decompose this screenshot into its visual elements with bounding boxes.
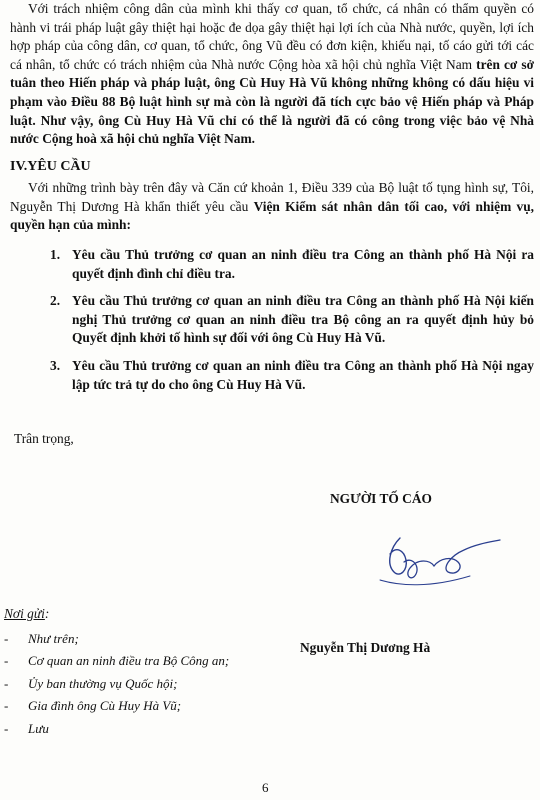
intro-paragraph-bold: Viện Kiểm sát nhân dân tối cao, với nhiệm vụ, quyền hạn của mình: [10, 198, 534, 233]
request-item [50, 357, 534, 394]
recipient-item [4, 695, 229, 717]
request-number: 2. [50, 293, 61, 309]
signer-name: Nguyễn Thị Dương Hà [300, 640, 431, 655]
request-text: Yêu cầu Thủ trưởng cơ quan an ninh điều tra Công an thành phố Hà Nội kiến nghị Thủ trưởng cơ quan an ninh điều tra Bộ công an ra quyết định hủy bỏ Quyết định khởi tố hình sự đối với ông Cù Huy Hà Vũ. [72, 293, 534, 346]
list-dash: - [4, 698, 9, 714]
handwritten-signature [360, 520, 510, 600]
recipient-item [4, 718, 229, 740]
recipients-label [4, 606, 49, 622]
intro-paragraph [10, 179, 534, 235]
request-text: Yêu cầu Thủ trưởng cơ quan an ninh điều tra Công an thành phố Hà Nội ngay lập tức trả tự do cho ông Cù Huy Hà Vũ. [72, 357, 534, 392]
recipient-text: Lưu [28, 720, 49, 736]
list-dash: - [4, 675, 9, 691]
intro-paragraph-text: Với những trình bày trên đây và Căn cứ khoản 1, Điều 339 của Bộ luật tố tụng hình sự, Tôi, Nguyễn Thị Dương Hà khẩn thiết yêu cầu [10, 180, 534, 214]
request-number: 3. [50, 357, 61, 373]
top-paragraph [10, 0, 534, 149]
list-dash: - [4, 653, 9, 669]
recipients-list [4, 628, 229, 740]
signature-title: NGƯỜI TỐ CÁO [330, 491, 432, 506]
page-number: 6 [262, 780, 269, 795]
recipient-item [4, 650, 229, 672]
closing-line: Trân trọng, [14, 431, 74, 446]
recipient-item [4, 628, 229, 650]
recipient-text: Ủy ban thường vụ Quốc hội; [28, 675, 178, 691]
request-item [50, 246, 534, 283]
request-list [50, 246, 534, 394]
recipients-label-text: Nơi gửi [4, 606, 45, 621]
recipient-text: Cơ quan an ninh điều tra Bộ Công an; [28, 653, 230, 669]
request-text: Yêu cầu Thủ trưởng cơ quan an ninh điều tra Công an thành phố Hà Nội ra quyết định đình chỉ điều tra. [72, 247, 534, 281]
recipients-label-colon: : [44, 606, 50, 621]
request-number: 1. [50, 247, 61, 262]
request-item [50, 292, 534, 348]
top-paragraph-text: Với trách nhiệm công dân của mình khi thấy cơ quan, tổ chức, cá nhân có thẩm quyền có hành vi trái pháp luật gây thiệt hại hoặc đe dọa gây thiệt hại lợi ích của Nhà nước, quyền, lợi ích hợp pháp của công dân, cơ quan, tổ chức, ông Vũ đều có đơn kiện, khiếu nại, tố cáo gửi tới các cá nhân, tổ chức có trách nhiệm của Nhà nước Cộng hòa xã hội chủ nghĩa Việt Nam [10, 1, 534, 72]
recipient-text: Như trên; [28, 631, 79, 646]
top-paragraph-bold: trên cơ sở tuân theo Hiến pháp và pháp luật, ông Cù Huy Hà Vũ không những không có dấu hiệu vi phạm vào Điều 88 Bộ luật hình sự mà còn là người đã tích cực bảo vệ Hiến pháp và Pháp luật. Như vậy, ông Cù Huy Hà Vũ chỉ có thể là người đã có công trong việc bảo vệ Nhà nước Cộng hoà xã hội chủ nghĩa Việt Nam. [10, 56, 534, 147]
list-dash: - [4, 720, 9, 736]
section-heading: IV.YÊU CẦU [10, 159, 91, 174]
recipient-text: Gia đình ông Cù Huy Hà Vũ; [28, 698, 182, 714]
list-dash: - [4, 631, 9, 646]
recipient-item [4, 673, 229, 695]
